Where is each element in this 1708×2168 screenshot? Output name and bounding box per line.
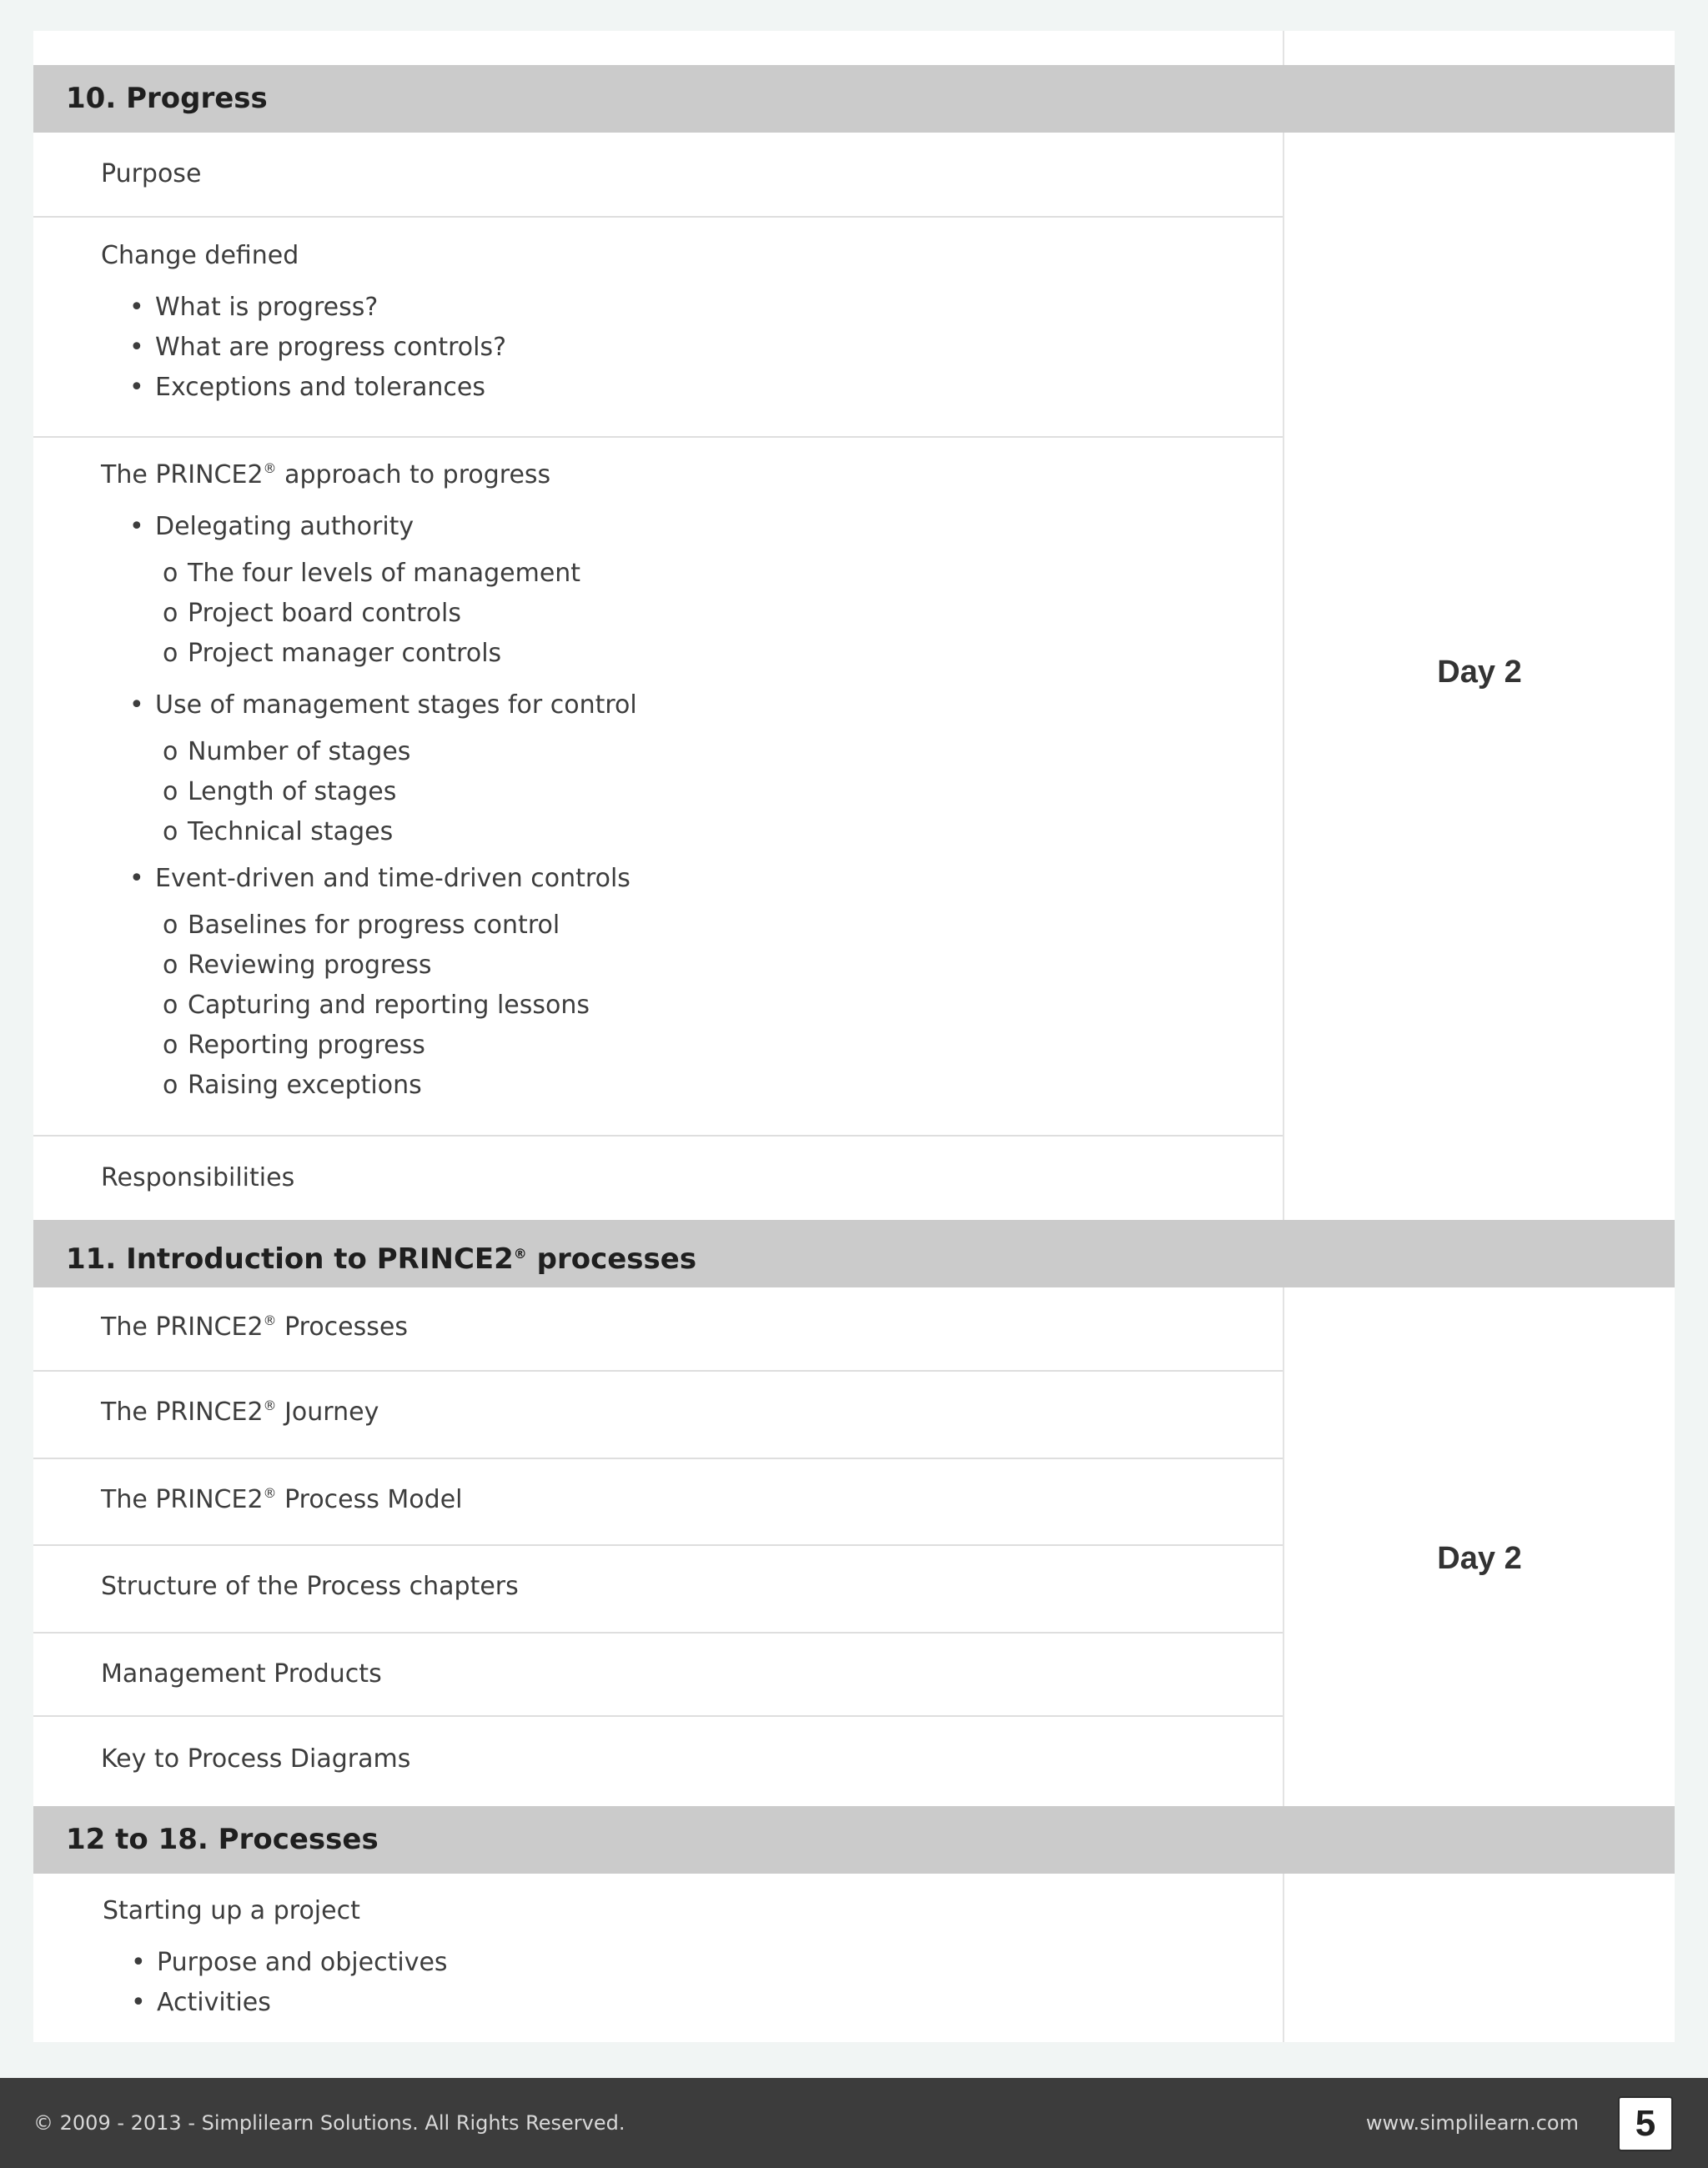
topic-row bbox=[33, 1372, 1283, 1459]
day-label: Day 2 bbox=[1437, 1541, 1522, 1576]
bullet-item: • Activities bbox=[157, 1988, 271, 2017]
sub-bullet-item: o The four levels of management bbox=[163, 559, 581, 588]
bullet-item: • What is progress? bbox=[155, 293, 378, 322]
topic-row bbox=[33, 1287, 1283, 1372]
bullet-item: • What are progress controls? bbox=[155, 333, 506, 362]
copyright-text: © 2009 - 2013 - Simplilearn Solutions. All Rights Reserved. bbox=[33, 2111, 625, 2135]
section-title: 10. Progress bbox=[66, 82, 268, 115]
column-divider bbox=[1283, 31, 1284, 2042]
topic-row bbox=[33, 1546, 1283, 1634]
topic-label: Management Products bbox=[101, 1659, 382, 1689]
topic-row bbox=[33, 1459, 1283, 1546]
topic-label: Structure of the Process chapters bbox=[101, 1572, 519, 1601]
topic-row bbox=[33, 1137, 1283, 1220]
topic-row bbox=[33, 1634, 1283, 1717]
topic-row bbox=[33, 133, 1283, 218]
topic-label: Responsibilities bbox=[101, 1163, 295, 1192]
registered-mark: ® bbox=[513, 1246, 527, 1262]
registered-mark: ® bbox=[263, 460, 277, 476]
topic-label: The PRINCE2® Processes bbox=[101, 1312, 408, 1342]
section-header-processes: 12 to 18. Processes bbox=[33, 1806, 1675, 1874]
page-number: 5 bbox=[1618, 2096, 1673, 2151]
topic-row bbox=[33, 438, 1283, 1137]
topic-label: The PRINCE2® Journey bbox=[101, 1398, 379, 1427]
bullet-item: • Use of management stages for control bbox=[155, 690, 637, 720]
topic-label: Key to Process Diagrams bbox=[101, 1744, 411, 1774]
bullet-item: • Delegating authority bbox=[155, 512, 414, 541]
bullet-item: • Purpose and objectives bbox=[157, 1948, 448, 1977]
topic-row bbox=[33, 1874, 1283, 2042]
website-link[interactable]: www.simplilearn.com bbox=[1365, 2111, 1579, 2135]
sub-bullet-item: o Raising exceptions bbox=[163, 1071, 422, 1100]
topic-label: Purpose bbox=[101, 159, 202, 188]
topic-label: Change defined bbox=[101, 241, 299, 270]
bullet-item: • Exceptions and tolerances bbox=[155, 373, 485, 402]
course-outline-table bbox=[33, 31, 1675, 2042]
section-header-processes-intro: 11. Introduction to PRINCE2® processes bbox=[33, 1220, 1675, 1287]
topic-label: The PRINCE2® approach to progress bbox=[101, 460, 551, 489]
topic-label: Starting up a project bbox=[103, 1896, 360, 1925]
topic-row bbox=[33, 1717, 1283, 1806]
page-footer bbox=[0, 2078, 1708, 2168]
sub-bullet-item: o Baselines for progress control bbox=[163, 911, 560, 940]
section-header-progress bbox=[33, 65, 1675, 133]
sub-bullet-item: o Project manager controls bbox=[163, 639, 502, 668]
sub-bullet-item: o Technical stages bbox=[163, 817, 394, 846]
sub-bullet-item: o Capturing and reporting lessons bbox=[163, 991, 590, 1020]
bullet-item: • Event-driven and time-driven controls bbox=[155, 864, 630, 893]
topic-row bbox=[33, 218, 1283, 438]
sub-bullet-item: o Reporting progress bbox=[163, 1031, 425, 1060]
sub-bullet-item: o Number of stages bbox=[163, 737, 411, 766]
sub-bullet-item: o Length of stages bbox=[163, 777, 397, 806]
sub-bullet-item: o Reviewing progress bbox=[163, 951, 432, 980]
day-label: Day 2 bbox=[1437, 655, 1522, 690]
sub-bullet-item: o Project board controls bbox=[163, 599, 461, 628]
topic-label: The PRINCE2® Process Model bbox=[101, 1485, 463, 1514]
